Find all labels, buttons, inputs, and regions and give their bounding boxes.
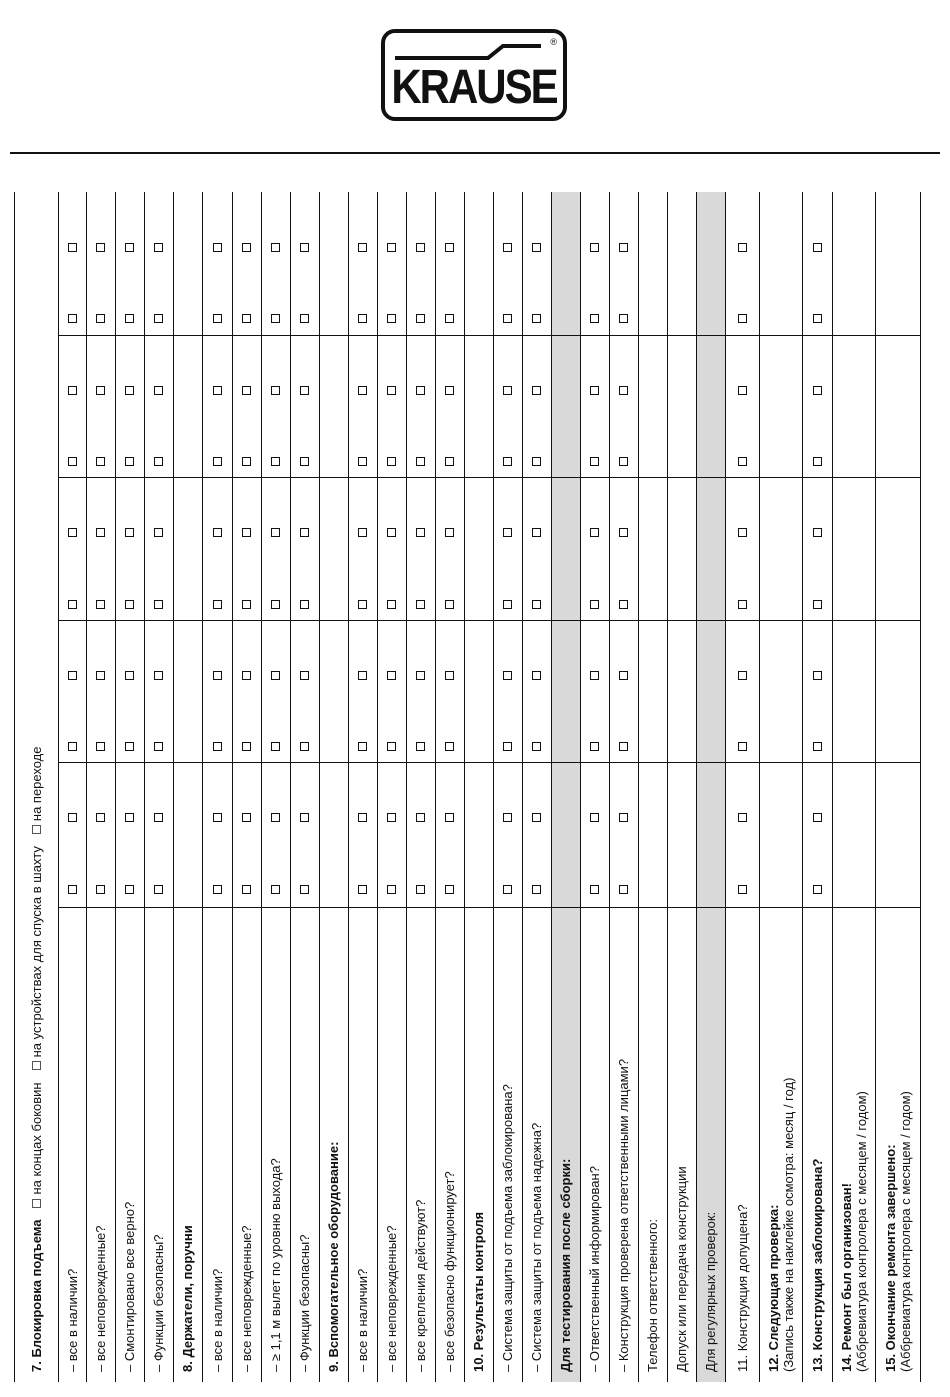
inspection-checkbox[interactable] [213,243,222,252]
inspection-checkbox[interactable] [590,813,599,822]
row-subtext: (Запись также на наклейке осмотра: месяц / год) [780,1077,796,1372]
inspection-checkbox[interactable] [154,885,163,894]
inspection-checkbox[interactable] [532,457,541,466]
inspection-checkbox[interactable] [242,528,251,537]
inspection-checkbox[interactable] [154,528,163,537]
inspection-checkbox[interactable] [813,314,822,323]
inspection-checkbox[interactable] [271,600,280,609]
row-text: – все в наличии? [355,1268,370,1372]
inspection-checkbox[interactable] [213,742,222,751]
inspection-checkbox[interactable] [213,457,222,466]
inspection-checkbox[interactable] [68,243,77,252]
inspection-checkbox[interactable] [68,813,77,822]
inspection-checkbox[interactable] [300,885,309,894]
inspection-checkbox[interactable] [445,314,454,323]
section-heading [839,1091,869,1372]
inspection-checkbox[interactable] [387,314,396,323]
inspection-checkbox[interactable] [358,885,367,894]
row-divider [377,192,378,1382]
inspection-checkbox[interactable] [358,243,367,252]
inspection-checkbox[interactable] [416,457,425,466]
row-divider [802,192,803,1382]
row-text: – все неповрежденные? [239,1225,254,1372]
inspection-checkbox[interactable] [445,386,454,395]
checklist-item-label [239,1225,254,1372]
inspection-checkbox[interactable] [242,600,251,609]
inspection-checkbox[interactable] [96,813,105,822]
inspection-checkbox[interactable] [738,314,747,323]
inspection-checkbox[interactable] [154,742,163,751]
inspection-checkbox[interactable] [154,457,163,466]
inspection-checkbox[interactable] [300,314,309,323]
section-heading [883,1091,913,1372]
row-text: 12. Следующая проверка: [765,1204,781,1372]
inspection-checkbox[interactable] [738,671,747,680]
inspection-checkbox[interactable] [68,314,77,323]
krause-logo [381,29,567,121]
inspection-checkbox[interactable] [358,813,367,822]
row-divider [759,192,760,1382]
section-heading [558,1159,573,1372]
row-divider [493,192,494,1382]
inspection-checkbox[interactable] [503,314,512,323]
inspection-checkbox[interactable] [387,600,396,609]
inspection-checkbox[interactable] [503,528,512,537]
inspection-checkbox[interactable] [154,813,163,822]
inspection-checkbox[interactable] [813,386,822,395]
inspection-checkbox[interactable] [445,457,454,466]
checklist-item-label [65,1269,80,1372]
inspection-checkbox[interactable] [738,528,747,537]
inspection-checkbox[interactable] [416,386,425,395]
inspection-checkbox[interactable] [68,457,77,466]
row-divider [638,192,639,1382]
inspection-checkbox[interactable] [619,386,628,395]
inspection-checkbox[interactable] [532,600,541,609]
inspection-checkbox[interactable] [154,314,163,323]
inspection-checkbox[interactable] [503,386,512,395]
inspection-checkbox[interactable] [416,671,425,680]
checkbox-icon[interactable] [32,1061,41,1070]
row-text: Допуск или передача конструкции [674,1166,689,1372]
inspection-checkbox[interactable] [271,813,280,822]
row-divider [115,192,116,1382]
checklist-item-label [587,1166,602,1372]
inspection-checkbox[interactable] [213,386,222,395]
row-divider [609,192,610,1382]
checklist-item-label [355,1269,370,1372]
inspection-checkbox[interactable] [300,243,309,252]
checklist-item-label [442,1171,457,1372]
inspection-checkbox[interactable] [503,600,512,609]
inspection-checkbox[interactable] [738,885,747,894]
checklist-item-label [529,1123,544,1372]
logo-registered-mark: ® [550,37,557,47]
inspection-checkbox[interactable] [532,314,541,323]
inspection-checkbox[interactable] [125,885,134,894]
inspection-checkbox[interactable] [503,813,512,822]
row-text: – все в наличии? [64,1268,80,1372]
row-divider [832,192,833,1382]
inspection-checkbox[interactable] [271,885,280,894]
checkbox-icon[interactable] [32,825,41,834]
section-heading [766,1078,796,1372]
inspection-checkbox[interactable] [445,813,454,822]
inspection-checkbox[interactable] [358,671,367,680]
row-divider [14,192,15,1382]
section-heading [471,1212,486,1372]
row-text: 14. Ремонт был организован! [838,1183,854,1372]
row-divider [261,192,262,1382]
inspection-checkbox[interactable] [300,742,309,751]
inspection-checkbox[interactable] [590,386,599,395]
inspection-checkbox[interactable] [125,386,134,395]
inspection-checkbox[interactable] [503,671,512,680]
row-text: – Ответственный информирован? [587,1166,602,1372]
column-divider [58,477,920,478]
inspection-checkbox[interactable] [532,243,541,252]
row-text: – Система защиты от подъема заблокирована? [500,1084,515,1372]
checklist-item-label [268,1158,283,1372]
inspection-checkbox[interactable] [300,813,309,822]
inspection-checkbox[interactable] [387,813,396,822]
inspection-checkbox[interactable] [154,600,163,609]
inspection-checkbox[interactable] [619,457,628,466]
inspection-checkbox[interactable] [213,314,222,323]
inspection-checkbox[interactable] [358,528,367,537]
inspection-checkbox[interactable] [387,671,396,680]
row-text: 11. Конструкция допущена? [734,1204,750,1372]
checklist-item-label [122,1202,137,1372]
row-divider [875,192,876,1382]
inspection-checkbox[interactable] [125,243,134,252]
inspection-checkbox[interactable] [300,457,309,466]
inspection-checkbox[interactable] [125,314,134,323]
inspection-checkbox[interactable] [242,386,251,395]
inspection-checkbox[interactable] [300,528,309,537]
row-divider [435,192,436,1382]
inspection-checkbox[interactable] [503,457,512,466]
inspection-checkbox[interactable] [619,885,628,894]
row-divider [173,192,174,1382]
row-text: 15. Окончание ремонта завершено: [882,1144,898,1372]
row-divider [58,192,59,1382]
inspection-checkbox[interactable] [590,457,599,466]
location-option[interactable] [29,846,44,1082]
row-text: – все крепления действуют? [413,1199,428,1372]
inspection-checkbox[interactable] [416,813,425,822]
inspection-checkbox[interactable] [68,885,77,894]
inspection-checkbox[interactable] [271,671,280,680]
row-text: Для регулярных проверок: [703,1211,718,1372]
inspection-checkbox[interactable] [242,243,251,252]
checklist-item-label [210,1269,225,1372]
location-option-label: на переходе [28,746,44,822]
inspection-checkbox[interactable] [445,742,454,751]
row-text: – Функции безопасны? [151,1234,166,1372]
inspection-checkbox[interactable] [271,457,280,466]
location-option-label: на концах боковин [28,1082,44,1195]
header-divider [10,152,940,154]
inspection-checkbox[interactable] [503,885,512,894]
row-divider [348,192,349,1382]
checkbox-icon[interactable] [32,1199,41,1208]
inspection-checkbox[interactable] [242,314,251,323]
inspection-checkbox[interactable] [154,386,163,395]
inspection-checkbox[interactable] [358,600,367,609]
inspection-checkbox[interactable] [213,813,222,822]
inspection-checkbox[interactable] [96,671,105,680]
inspection-checkbox[interactable] [213,885,222,894]
inspection-checkbox[interactable] [300,600,309,609]
inspection-checkbox[interactable] [358,314,367,323]
inspection-checkbox[interactable] [125,671,134,680]
location-option[interactable] [29,1082,44,1219]
inspection-checkbox[interactable] [68,528,77,537]
row-text: 13. Конструкция заблокирована? [809,1158,825,1372]
row-text: – Смонтировано все верно? [122,1201,137,1372]
logo-wordmark: KRAUSE [391,59,557,114]
inspection-checkbox[interactable] [96,314,105,323]
checklist-item-label [93,1225,108,1372]
inspection-checkbox[interactable] [271,528,280,537]
inspection-checkbox[interactable] [213,528,222,537]
shaded-section-row [696,192,725,1382]
inspection-checkbox[interactable] [813,243,822,252]
inspection-checkbox[interactable] [813,528,822,537]
section-heading [326,1142,341,1372]
row-text: 7. Блокировка подъема [28,1219,44,1372]
inspection-checkbox[interactable] [96,742,105,751]
inspection-checkbox[interactable] [300,386,309,395]
inspection-checkbox[interactable] [738,742,747,751]
row-divider [319,192,320,1382]
checklist-item-label [413,1200,428,1372]
row-text: – все безопасно функционирует? [442,1171,457,1372]
inspection-checkbox[interactable] [813,600,822,609]
row-text: – все неповрежденные? [93,1225,108,1372]
logo-swoosh-icon [393,44,543,60]
inspection-checkbox[interactable] [590,885,599,894]
inspection-checkbox[interactable] [96,457,105,466]
inspection-checkbox[interactable] [387,457,396,466]
inspection-checkbox[interactable] [154,243,163,252]
inspection-checkbox[interactable] [416,742,425,751]
inspection-checkbox[interactable] [125,742,134,751]
inspection-checkbox[interactable] [532,671,541,680]
inspection-checkbox[interactable] [738,457,747,466]
inspection-checkbox[interactable] [590,528,599,537]
section-heading [29,747,44,1372]
inspection-checkbox[interactable] [387,742,396,751]
inspection-checkbox[interactable] [125,528,134,537]
checklist-item-label [735,1204,750,1372]
row-divider [202,192,203,1382]
inspection-checkbox[interactable] [532,742,541,751]
row-text: Для тестирования после сборки: [558,1158,573,1372]
inspection-checkbox[interactable] [416,885,425,894]
checklist-item-label [151,1235,166,1372]
inspection-checkbox[interactable] [445,243,454,252]
inspection-checkbox[interactable] [96,885,105,894]
inspection-checkbox[interactable] [387,386,396,395]
inspection-checkbox[interactable] [213,600,222,609]
inspection-checkbox[interactable] [503,243,512,252]
inspection-checkbox[interactable] [445,528,454,537]
inspection-checkbox[interactable] [619,314,628,323]
row-divider [406,192,407,1382]
inspection-checkbox[interactable] [68,600,77,609]
section-heading [810,1159,825,1372]
inspection-checkbox[interactable] [619,600,628,609]
inspection-checkbox[interactable] [358,742,367,751]
inspection-checkbox[interactable] [271,243,280,252]
inspection-checkbox[interactable] [154,671,163,680]
inspection-checkbox[interactable] [68,386,77,395]
row-divider [144,192,145,1382]
column-divider [58,762,920,763]
inspection-checkbox[interactable] [416,243,425,252]
column-divider [58,620,920,621]
inspection-checkbox[interactable] [445,600,454,609]
row-subtext: (Аббревиатура контролера с месяцем / годом) [897,1091,913,1372]
inspection-checkbox[interactable] [96,528,105,537]
inspection-checkbox[interactable] [813,671,822,680]
inspection-checkbox[interactable] [242,813,251,822]
inspection-checkbox[interactable] [619,243,628,252]
row-text: – Система защиты от подъема надежна? [529,1122,544,1372]
checklist-item-label [645,1219,660,1372]
inspection-checkbox[interactable] [590,742,599,751]
label-area-divider [58,907,920,908]
row-text: – все в наличии? [209,1268,225,1372]
inspection-checkbox[interactable] [416,600,425,609]
location-option[interactable] [29,747,44,847]
inspection-checkbox[interactable] [738,386,747,395]
inspection-checkbox[interactable] [590,243,599,252]
inspection-checkbox[interactable] [68,742,77,751]
row-divider [290,192,291,1382]
row-text: 8. Держатели, поручни [180,1225,195,1372]
inspection-checkbox[interactable] [590,314,599,323]
inspection-checkbox[interactable] [813,813,822,822]
inspection-checkbox[interactable] [68,671,77,680]
inspection-checkbox[interactable] [532,885,541,894]
inspection-checkbox[interactable] [619,742,628,751]
row-divider [551,192,552,1382]
inspection-checkbox[interactable] [96,600,105,609]
row-divider [232,192,233,1382]
row-divider [580,192,581,1382]
inspection-checkbox[interactable] [125,457,134,466]
checklist-item-label [703,1212,718,1372]
inspection-checkbox[interactable] [738,600,747,609]
inspection-checkbox[interactable] [242,671,251,680]
row-divider [86,192,87,1382]
inspection-checkbox[interactable] [271,742,280,751]
inspection-checkbox[interactable] [387,528,396,537]
inspection-checkbox[interactable] [358,386,367,395]
row-text: – Функции безопасны? [297,1234,312,1372]
inspection-checkbox[interactable] [96,386,105,395]
inspection-checklist-table [14,192,920,1382]
inspection-checkbox[interactable] [416,314,425,323]
row-divider [522,192,523,1382]
row-subtext: (Аббревиатура контролера с месяцем / годом) [853,1091,869,1372]
inspection-checkbox[interactable] [532,813,541,822]
inspection-checkbox[interactable] [738,243,747,252]
inspection-checkbox[interactable] [445,671,454,680]
inspection-checkbox[interactable] [590,671,599,680]
inspection-checkbox[interactable] [619,671,628,680]
inspection-checkbox[interactable] [242,885,251,894]
inspection-checkbox[interactable] [416,528,425,537]
row-divider [667,192,668,1382]
inspection-checkbox[interactable] [271,386,280,395]
checklist-item-label [674,1166,689,1372]
inspection-checkbox[interactable] [619,528,628,537]
inspection-checkbox[interactable] [532,386,541,395]
column-divider [58,335,920,336]
checklist-item-label [297,1235,312,1372]
inspection-checkbox[interactable] [125,813,134,822]
blocking-location-options [29,747,44,1220]
inspection-checkbox[interactable] [503,742,512,751]
checklist-item-label [384,1225,399,1372]
row-divider [725,192,726,1382]
inspection-checkbox[interactable] [445,885,454,894]
inspection-checkbox[interactable] [96,243,105,252]
row-divider [464,192,465,1382]
inspection-checkbox[interactable] [813,742,822,751]
row-divider [920,192,921,1382]
inspection-checkbox[interactable] [738,813,747,822]
inspection-checkbox[interactable] [242,457,251,466]
row-text: – Конструкция проверена ответственными лицами? [616,1058,631,1372]
inspection-checkbox[interactable] [590,600,599,609]
inspection-checkbox[interactable] [387,885,396,894]
row-text: 9. Вспомогательное оборудование: [326,1141,341,1372]
inspection-checkbox[interactable] [242,742,251,751]
inspection-checkbox[interactable] [125,600,134,609]
inspection-checkbox[interactable] [532,528,541,537]
section-heading [180,1225,195,1372]
row-divider [696,192,697,1382]
inspection-checkbox[interactable] [358,457,367,466]
inspection-checkbox[interactable] [813,885,822,894]
inspection-checkbox[interactable] [213,671,222,680]
row-text: 10. Результаты контроля [471,1211,486,1372]
row-text: – все неповрежденные? [384,1225,399,1372]
location-option-label: на устройствах для спуска в шахту [28,846,44,1058]
inspection-checkbox[interactable] [271,314,280,323]
inspection-checkbox[interactable] [387,243,396,252]
row-text: – ≥ 1,1 м вылет по уровню выхода? [268,1158,283,1372]
inspection-checkbox[interactable] [300,671,309,680]
checklist-item-label [616,1059,631,1372]
row-text: Телефон ответственного: [645,1218,660,1372]
inspection-checkbox[interactable] [619,813,628,822]
inspection-checkbox[interactable] [813,457,822,466]
checklist-item-label [500,1084,515,1372]
